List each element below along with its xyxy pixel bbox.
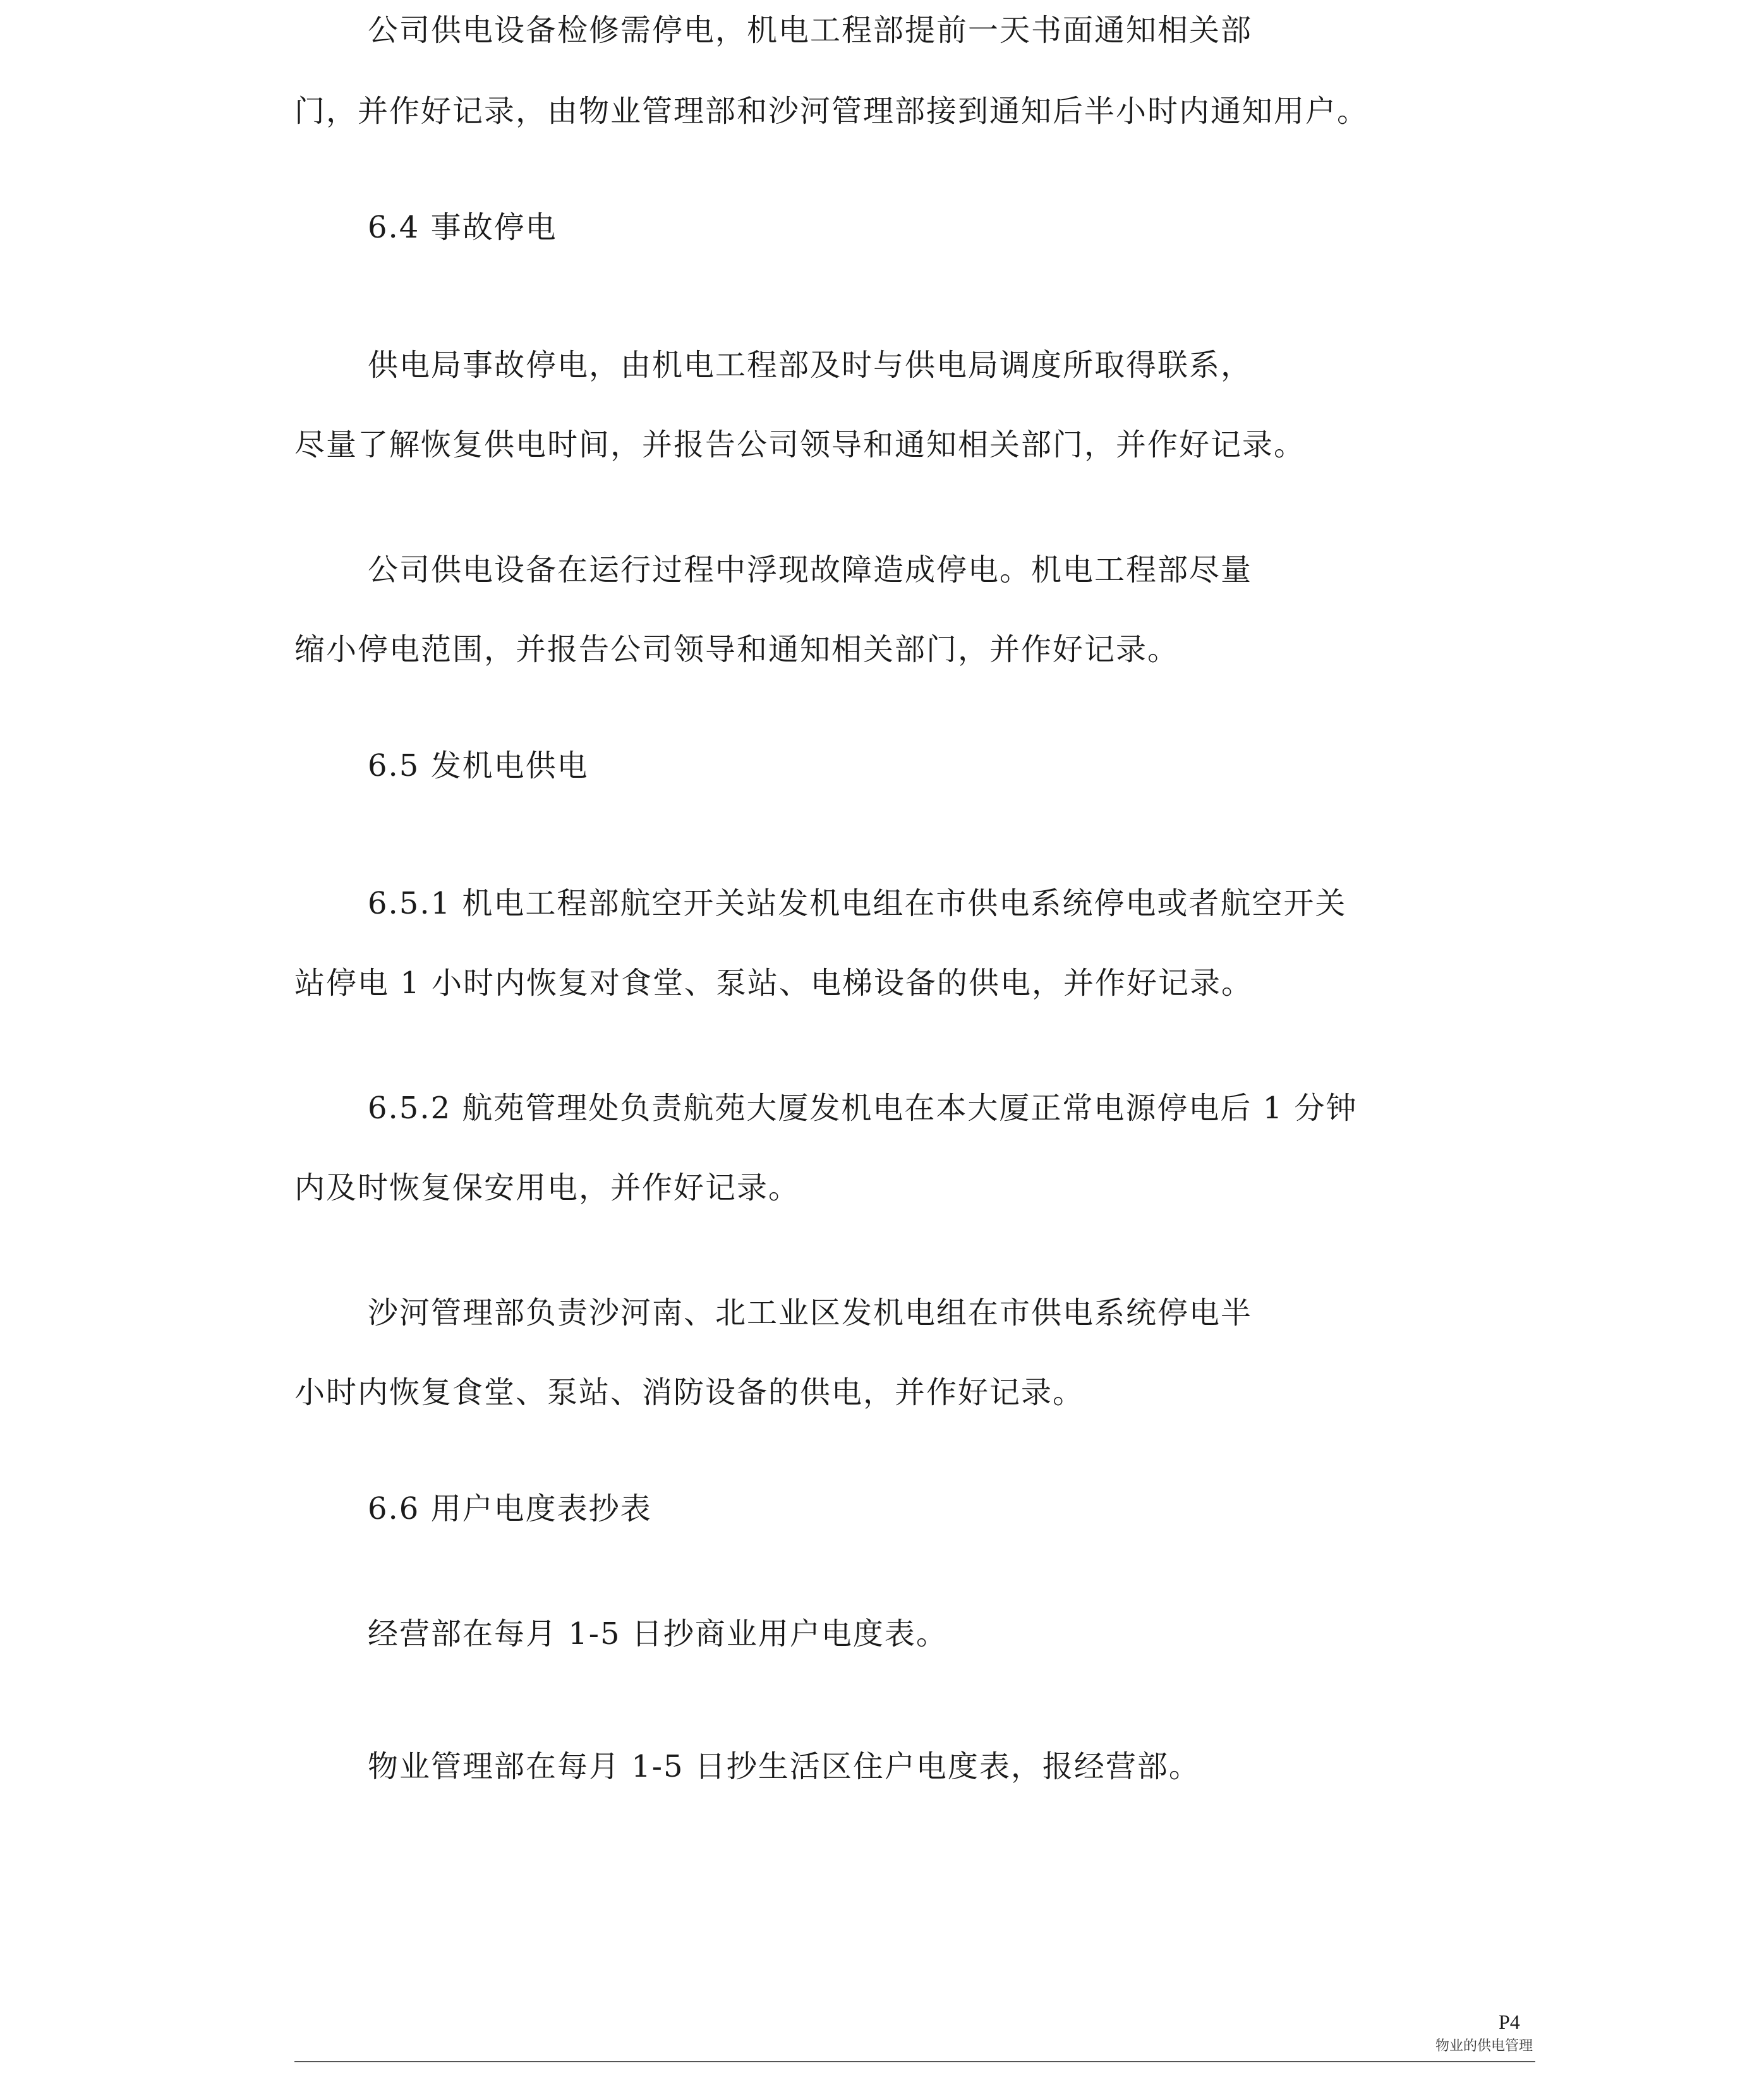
paragraph-line: 供电局事故停电，由机电工程部及时与供电局调度所取得联系，	[368, 348, 1253, 383]
paragraph-line: 公司供电设备检修需停电，机电工程部提前一天书面通知相关部	[368, 13, 1253, 48]
paragraph-line: 小时内恢复食堂、泵站、消防设备的供电，并作好记录。	[294, 1375, 1085, 1410]
paragraph-line: 沙河管理部负责沙河南、北工业区发机电组在市供电系统停电半	[368, 1295, 1253, 1331]
paragraph-line: 站停电 1 小时内恢复对食堂、泵站、电梯设备的供电，并作好记录。	[294, 965, 1254, 1001]
paragraph-line: 6.5.1 机电工程部航空开关站发机电组在市供电系统停电或者航空开关	[368, 886, 1347, 921]
footer-divider	[294, 2061, 1535, 2062]
section-heading: 6.6 用户电度表抄表	[368, 1491, 652, 1526]
paragraph-line: 6.5.2 航苑管理处负责航苑大厦发机电在本大厦正常电源停电后 1 分钟	[368, 1091, 1358, 1126]
paragraph-line: 尽量了解恢复供电时间，并报告公司领导和通知相关部门，并作好记录。	[294, 427, 1306, 462]
paragraph-line: 内及时恢复保安用电，并作好记录。	[294, 1170, 800, 1206]
paragraph-line: 物业管理部在每月 1-5 日抄生活区住户电度表，报经营部。	[368, 1749, 1200, 1784]
footer-title: 物业的供电管理	[1435, 2038, 1533, 2054]
section-heading: 6.5 发机电供电	[368, 748, 589, 783]
paragraph-line: 公司供电设备在运行过程中浮现故障造成停电。机电工程部尽量	[368, 552, 1253, 588]
paragraph-line: 门，并作好记录，由物业管理部和沙河管理部接到通知后半小时内通知用户。	[294, 94, 1369, 129]
paragraph-line: 经营部在每月 1-5 日抄商业用户电度表。	[368, 1616, 948, 1652]
page-number: P4	[1499, 2010, 1520, 2033]
section-heading: 6.4 事故停电	[368, 210, 557, 245]
paragraph-line: 缩小停电范围，并报告公司领导和通知相关部门，并作好记录。	[294, 632, 1180, 667]
